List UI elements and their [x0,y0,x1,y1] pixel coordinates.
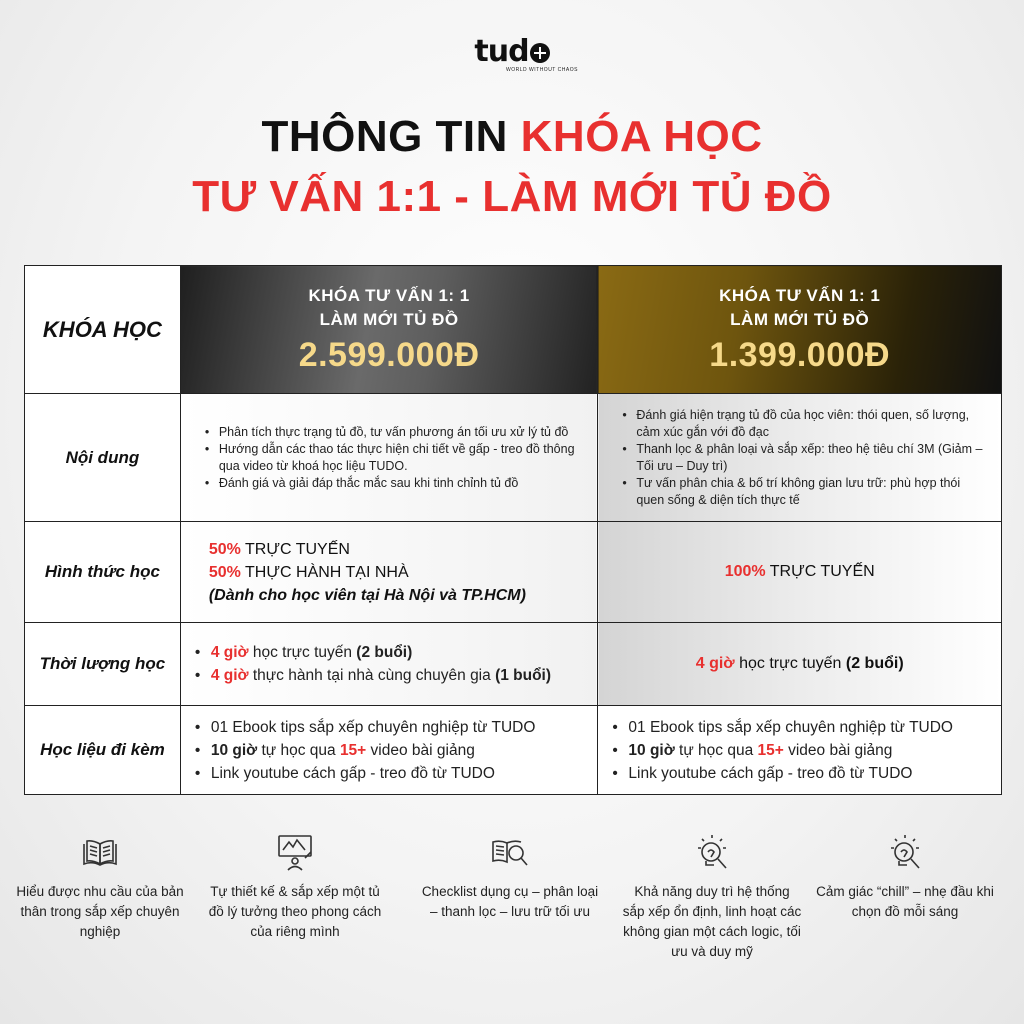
design-person-icon [275,832,315,872]
lightbulb-magnifier-icon [692,832,732,872]
format-note: (Dành cho học viên tại Hà Nội và TP.HCM) [208,586,526,604]
list-item: • Hướng dẫn các thao tác thực hiện chi tiết về gấp - treo đồ thông qua video từ khoá học liệu TUDO. [205,441,584,475]
course-a-content [180,394,598,522]
course-b-duration [598,623,1002,706]
material-text: tự học qua [674,741,758,759]
material-text: tự học qua [257,741,340,759]
duration-text: học trực tuyến [734,655,846,672]
course-a-name2: LÀM MỚI TỦ ĐỒ [319,310,459,329]
benefit-text: Hiểu được nhu cầu của bản thân trong sắp xếp chuyên nghiệp [16,884,184,939]
video-count: 15+ [757,741,784,759]
benefits-section [0,832,1024,1002]
label-duration: Thời lượng học [25,623,181,706]
benefit-text: Tự thiết kế & sắp xếp một tủ đồ lý tưởng theo phong cách của riêng mình [208,884,382,939]
plus-circle-icon [530,43,550,63]
format-home-text: THỰC HÀNH TẠI NHÀ [240,563,409,581]
format-line-online [209,538,598,561]
benefit-item [205,832,385,942]
hours-highlight: 4 giờ [695,655,735,672]
brand-logo [0,34,1024,73]
course-comparison-table [24,265,1002,795]
benefit-text: Cảm giác “chill” – nhẹ đầu khi chọn đồ mỗi sáng [816,884,994,919]
list-item [193,739,588,762]
title-black-part: THÔNG TIN [261,112,521,161]
benefit-item [622,832,802,962]
format-online-text: TRỰC TUYẾN [240,540,350,558]
table-row-duration [25,623,1002,706]
course-b-format [598,522,1002,623]
course-b-header [598,266,1002,394]
duration-text: học trực tuyến [248,644,357,661]
table-row-content [25,394,1002,522]
sessions-count: (2 buổi) [845,655,904,672]
table-row-header [25,266,1002,394]
course-b-content [598,394,1002,522]
course-a-duration-list [181,641,598,687]
list-item: • 01 Ebook tips sắp xếp chuyên nghiệp từ TUDO [193,716,588,739]
open-book-icon [80,832,120,872]
course-b-materials [598,706,1002,795]
course-a-header [180,266,598,394]
course-a-name1: KHÓA TƯ VẤN 1: 1 [308,286,470,305]
benefit-text: Khả năng duy trì hệ thống sắp xếp ổn định, linh hoạt các không gian một cách logic, tối ưu và duy mỹ [622,884,802,959]
course-b-price: 1.399.000Đ [709,336,891,374]
list-item [193,641,588,664]
course-a-price: 2.599.000Đ [298,336,480,374]
benefit-text: Checklist dụng cụ – phân loại – thanh lọc – lưu trữ tối ưu [421,884,599,919]
course-a-materials [180,706,598,795]
hours-highlight: 4 giờ [210,644,249,661]
sessions-count: (2 buổi) [356,644,413,661]
sessions-count: (1 buổi) [495,667,552,684]
percent-online: 100% [724,563,766,580]
list-item: • Phân tích thực trạng tủ đồ, tư vấn phương án tối ưu xử lý tủ đồ [205,424,584,441]
course-a-duration [180,623,598,706]
format-online-text: TRỰC TUYẾN [765,563,875,580]
percent-home: 50% [208,563,241,581]
table-row-format [25,522,1002,623]
video-count: 15+ [339,741,367,759]
course-b-materials-list [598,716,1001,785]
course-b-content-list [598,407,1001,509]
hours-highlight: 4 giờ [210,667,249,684]
percent-online: 50% [208,540,241,558]
list-item [610,739,991,762]
page-title-line1 [0,112,1024,162]
table-row-materials [25,706,1002,795]
lightbulb-magnifier-icon [885,832,925,872]
logo-wordmark [474,34,549,69]
duration-text: thực hành tại nhà cùng chuyên gia [248,667,496,684]
course-a-format [180,522,598,623]
page-title-line2: TƯ VẤN 1:1 - LÀM MỚI TỦ ĐỒ [192,172,832,221]
list-item: • Link youtube cách gấp - treo đồ từ TUDO [610,762,991,785]
benefit-item [420,832,600,922]
label-materials: Học liệu đi kèm [25,706,181,795]
course-a-content-list [181,424,598,492]
material-text: video bài giảng [366,741,475,759]
benefit-item [815,832,995,922]
label-format: Hình thức học [25,522,181,623]
format-line-home [209,561,598,584]
logo-text: tud [474,34,529,69]
label-content: Nội dung [25,394,181,522]
material-text: video bài giảng [783,741,893,759]
book-magnifier-icon [490,832,530,872]
self-study-hours: 10 giờ [628,741,675,759]
self-study-hours: 10 giờ [210,741,258,759]
list-item: • Tư vấn phân chia & bố trí không gian lưu trữ: phù hợp thói quen sống & diện tích thực tế [622,475,987,509]
logo-tagline: WORLD WITHOUT CHAOS [506,67,578,73]
list-item [193,664,588,687]
list-item: • Đánh giá hiện trạng tủ đồ của học viên: thói quen, số lượng, cảm xúc gắn với đồ đạc [622,407,987,441]
list-item: • Thanh lọc & phân loại và sắp xếp: theo hệ tiêu chí 3M (Giảm – Tối ưu – Duy trì) [622,441,987,475]
list-item: • 01 Ebook tips sắp xếp chuyên nghiệp từ TUDO [610,716,991,739]
course-a-materials-list [181,716,598,785]
title-red-part: KHÓA HỌC [520,112,763,161]
benefit-item [10,832,190,942]
label-course: KHÓA HỌC [25,266,181,394]
course-b-name1: KHÓA TƯ VẤN 1: 1 [719,286,881,305]
course-b-name2: LÀM MỚI TỦ ĐỒ [730,310,870,329]
list-item: • Link youtube cách gấp - treo đồ từ TUDO [193,762,588,785]
list-item: • Đánh giá và giải đáp thắc mắc sau khi tinh chỉnh tủ đồ [205,475,584,492]
